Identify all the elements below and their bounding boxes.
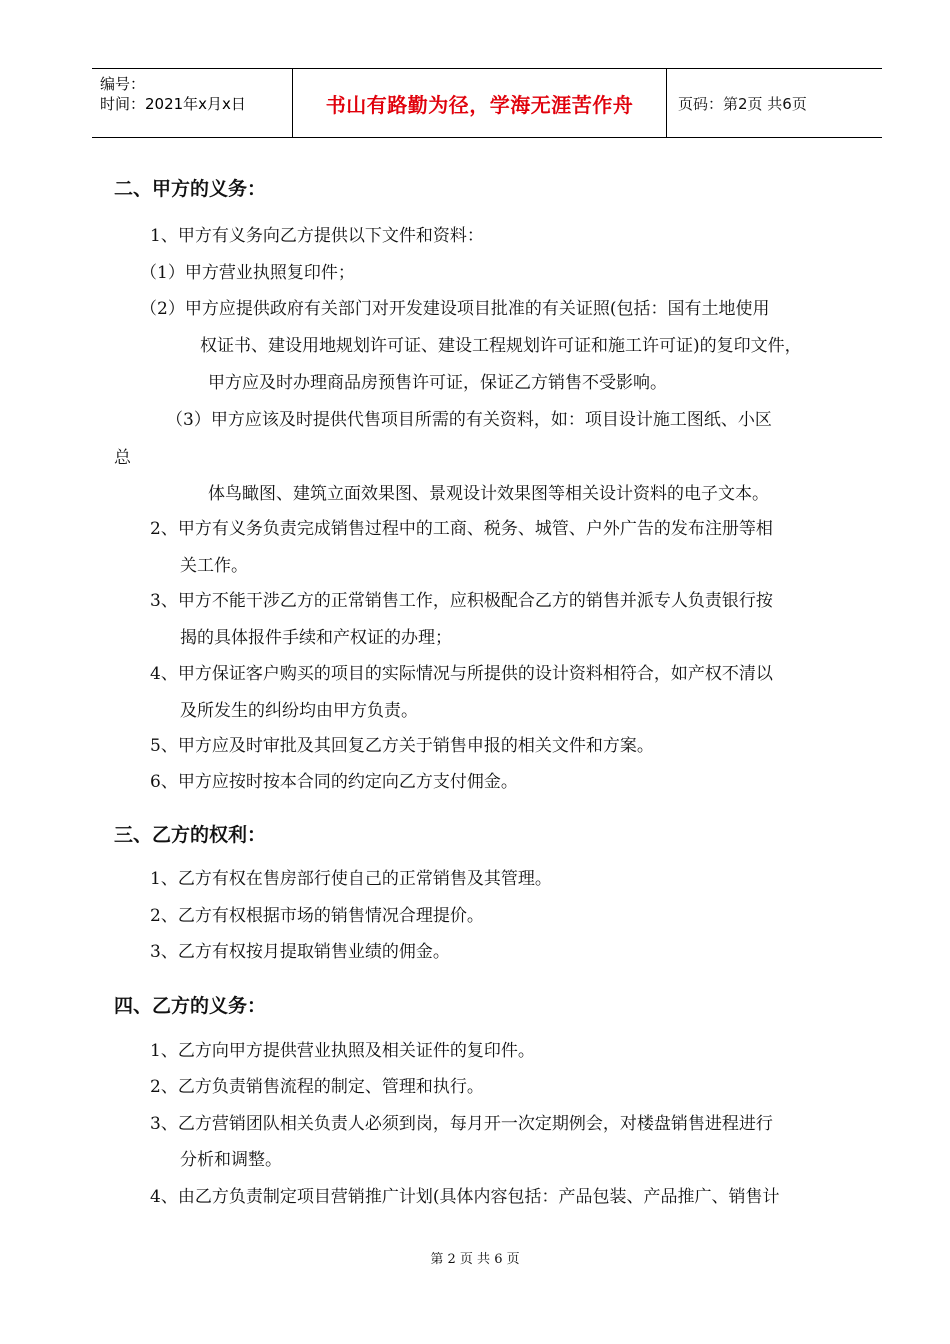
paragraph-line: （2）甲方应提供政府有关部门对开发建设项目批准的有关证照(包括：国有土地使用 (140, 299, 770, 319)
paragraph-line: 4、甲方保证客户购买的项目的实际情况与所提供的设计资料相符合，如产权不清以 (150, 664, 773, 684)
paragraph-line: 3、乙方有权按月提取销售业绩的佣金。 (150, 942, 450, 962)
paragraph-line: 及所发生的纠纷均由甲方负责。 (180, 701, 418, 721)
paragraph-line: 揭的具体报件手续和产权证的办理； (180, 628, 452, 648)
paragraph-line: 2、乙方有权根据市场的销售情况合理提价。 (150, 906, 484, 926)
paragraph-line: 4、由乙方负责制定项目营销推广计划(具体内容包括：产品包装、产品推广、销售计 (150, 1187, 780, 1207)
motto-text: 书山有路勤为径，学海无涯苦作舟 (325, 93, 634, 117)
paragraph-line: 6、甲方应按时按本合同的约定向乙方支付佣金。 (150, 772, 518, 792)
header-meta-cell (92, 69, 292, 137)
paragraph-line: 1、乙方有权在售房部行使自己的正常销售及其管理。 (150, 869, 552, 889)
page-info: 页码：第2页 共6页 (678, 95, 807, 113)
paragraph-line: 5、甲方应及时审批及其回复乙方关于销售申报的相关文件和方案。 (150, 736, 654, 756)
paragraph-line: 甲方应及时办理商品房预售许可证，保证乙方销售不受影响。 (208, 373, 667, 393)
paragraph-line: 权证书、建设用地规划许可证、建设工程规划许可证和施工许可证)的复印文件， (200, 336, 802, 356)
paragraph-line: 分析和调整。 (180, 1150, 282, 1170)
paragraph-line: 3、乙方营销团队相关负责人必须到岗，每月开一次定期例会，对楼盘销售进程进行 (150, 1114, 773, 1134)
page-footer: 第 2 页 共 6 页 (430, 1252, 520, 1267)
document-header (92, 68, 882, 138)
paragraph-line: 3、甲方不能干涉乙方的正常销售工作，应积极配合乙方的销售并派专人负责银行按 (150, 591, 773, 611)
section-title-party-b-rights: 三、乙方的权利： (114, 824, 267, 846)
paragraph-line: 体鸟瞰图、建筑立面效果图、景观设计效果图等相关设计资料的电子文本。 (208, 484, 769, 504)
paragraph-line: （1）甲方营业执照复印件； (140, 263, 355, 283)
paragraph-line: 关工作。 (180, 556, 248, 576)
section-title-party-a-obligations: 二、甲方的义务： (114, 178, 267, 200)
paragraph-line: 总 (114, 448, 131, 468)
document-time-label: 时间：2021年x月x日 (100, 95, 246, 113)
section-title-party-b-obligations: 四、乙方的义务： (114, 995, 267, 1017)
paragraph-line: 1、乙方向甲方提供营业执照及相关证件的复印件。 (150, 1041, 535, 1061)
header-page-cell (666, 69, 882, 137)
paragraph-line: 2、甲方有义务负责完成销售过程中的工商、税务、城管、户外广告的发布注册等相 (150, 519, 773, 539)
paragraph-line: （3）甲方应该及时提供代售项目所需的有关资料，如：项目设计施工图纸、小区 (166, 410, 772, 430)
paragraph-line: 2、乙方负责销售流程的制定、管理和执行。 (150, 1077, 484, 1097)
document-number-label: 编号： (100, 75, 146, 93)
header-motto-cell (292, 69, 667, 137)
paragraph-line: 1、甲方有义务向乙方提供以下文件和资料： (150, 226, 484, 246)
